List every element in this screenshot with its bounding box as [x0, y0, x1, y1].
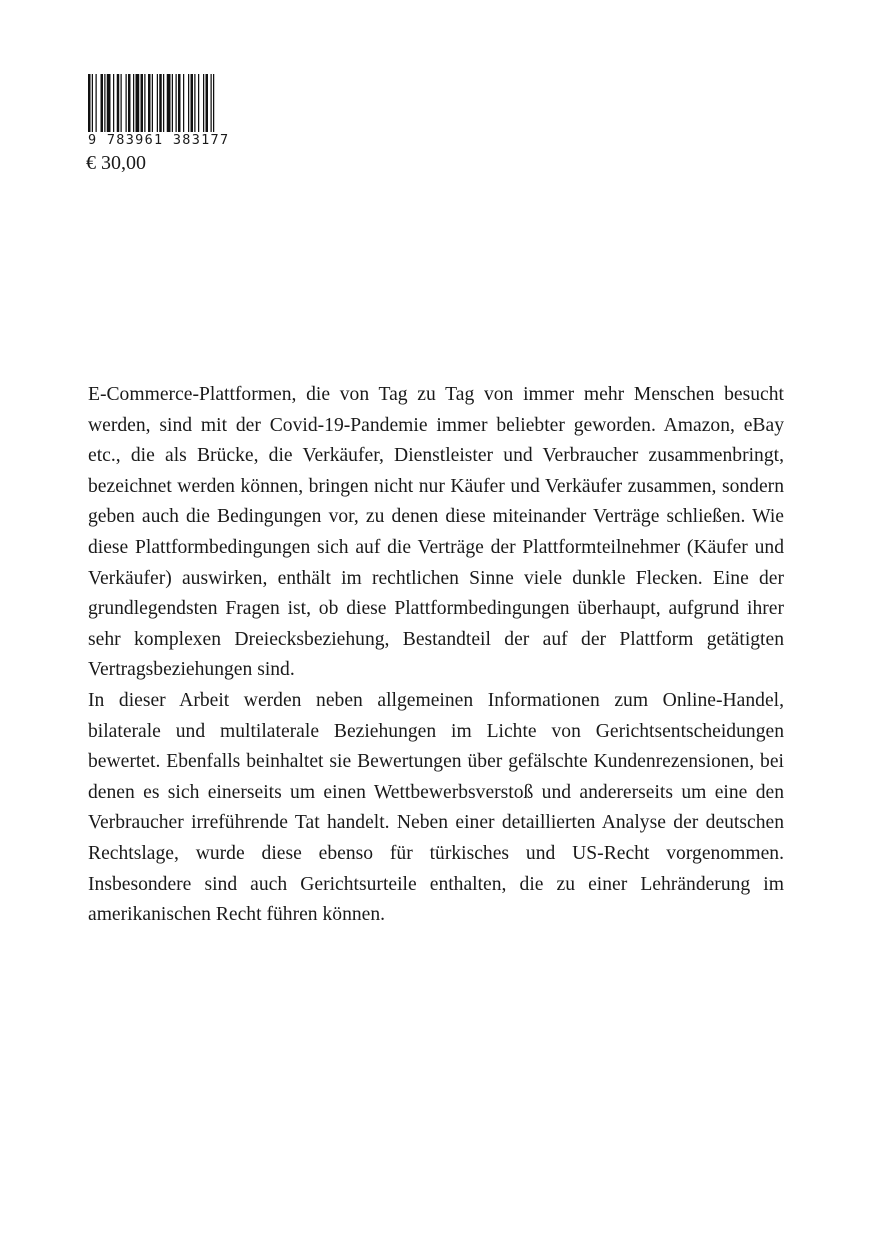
barcode-bar: [141, 74, 144, 132]
barcode-bar: [126, 74, 127, 132]
barcode-bar: [163, 74, 164, 132]
barcode-bar: [136, 74, 140, 132]
barcode-bar: [107, 74, 111, 132]
barcode-bar: [133, 74, 134, 132]
barcode-bar: [144, 74, 145, 132]
barcode-bar: [113, 74, 114, 132]
barcode-bar: [178, 74, 181, 132]
barcode-bar: [101, 74, 104, 132]
isbn-barcode: [88, 74, 250, 148]
price-label: € 30,00: [86, 152, 146, 174]
barcode-bar: [148, 74, 151, 132]
barcode-bar: [121, 74, 122, 132]
back-cover-blurb: [88, 380, 784, 931]
barcode-bar: [203, 74, 204, 132]
barcode-bars-graphic: [88, 74, 250, 132]
isbn-number: 9 783961 383177: [88, 132, 230, 148]
barcode-bar: [198, 74, 199, 132]
barcode-bar: [191, 74, 194, 132]
barcode-bar: [167, 74, 171, 132]
blurb-paragraph-1: E-Commerce-Plattformen, die von Tag zu Tag von immer mehr Menschen besucht werden, sind mit der Covid-19-Pandemie immer beliebter geworden. Amazon, eBay etc., die als Brücke, die Verkäufer, Dienstleister und Verbraucher zusammenbringt, bezeichnet werden können, bringen nicht nur Käufer und Verkäufer zusammen, sondern geben auch die Bedingungen vor, zu denen diese miteinander Verträge schließen. Wie diese Plattformbedingungen sich auf die Verträge der Plattformteilnehmer (Käufer und Verkäufer) auswirken, enthält im rechtlichen Sinne viele dunkle Flecken. Eine der grundlegendsten Fragen ist, ob diese Plattformbedingungen überhaupt, aufgrund ihrer sehr komplexen Dreiecksbeziehung, Bestandteil der auf der Plattform getätigten Vertragsbeziehungen sind.: [88, 384, 784, 681]
barcode-bar: [117, 74, 120, 132]
barcode-bar: [159, 74, 162, 132]
barcode-bar: [206, 74, 209, 132]
barcode-bar: [172, 74, 173, 132]
barcode-bar: [157, 74, 158, 132]
blurb-paragraph-2: In dieser Arbeit werden neben allgemeinen Informationen zum Online-Handel, bilaterale und multilaterale Beziehungen im Lichte von Gerichtsentscheidungen bewertet. Ebenfalls beinhaltet sie Bewertungen über gefälschte Kundenrezensionen, bei denen es sich einerseits um einen Wettbewerbsverstoß und andererseits um eine den Verbraucher irreführende Tat handelt. Neben einer detaillierten Analyse der deutschen Rechtslage, wurde diese ebenso für türkisches und US-Recht vorgenommen. Insbesondere sind auch Gerichtsurteile enthalten, die zu einer Lehränderung im amerikanischen Recht führen können.: [88, 689, 784, 926]
barcode-bar: [104, 74, 105, 132]
barcode-bar: [152, 74, 153, 132]
barcode-bar: [183, 74, 184, 132]
barcode-bar: [128, 74, 131, 132]
barcode-bar: [188, 74, 189, 132]
barcode-bar: [96, 74, 97, 132]
barcode-bar: [176, 74, 177, 132]
barcode-bar: [194, 74, 195, 132]
barcode-bar: [213, 74, 214, 132]
barcode-bar: [92, 74, 93, 132]
barcode-bar: [211, 74, 212, 132]
barcode-bar: [88, 74, 91, 132]
